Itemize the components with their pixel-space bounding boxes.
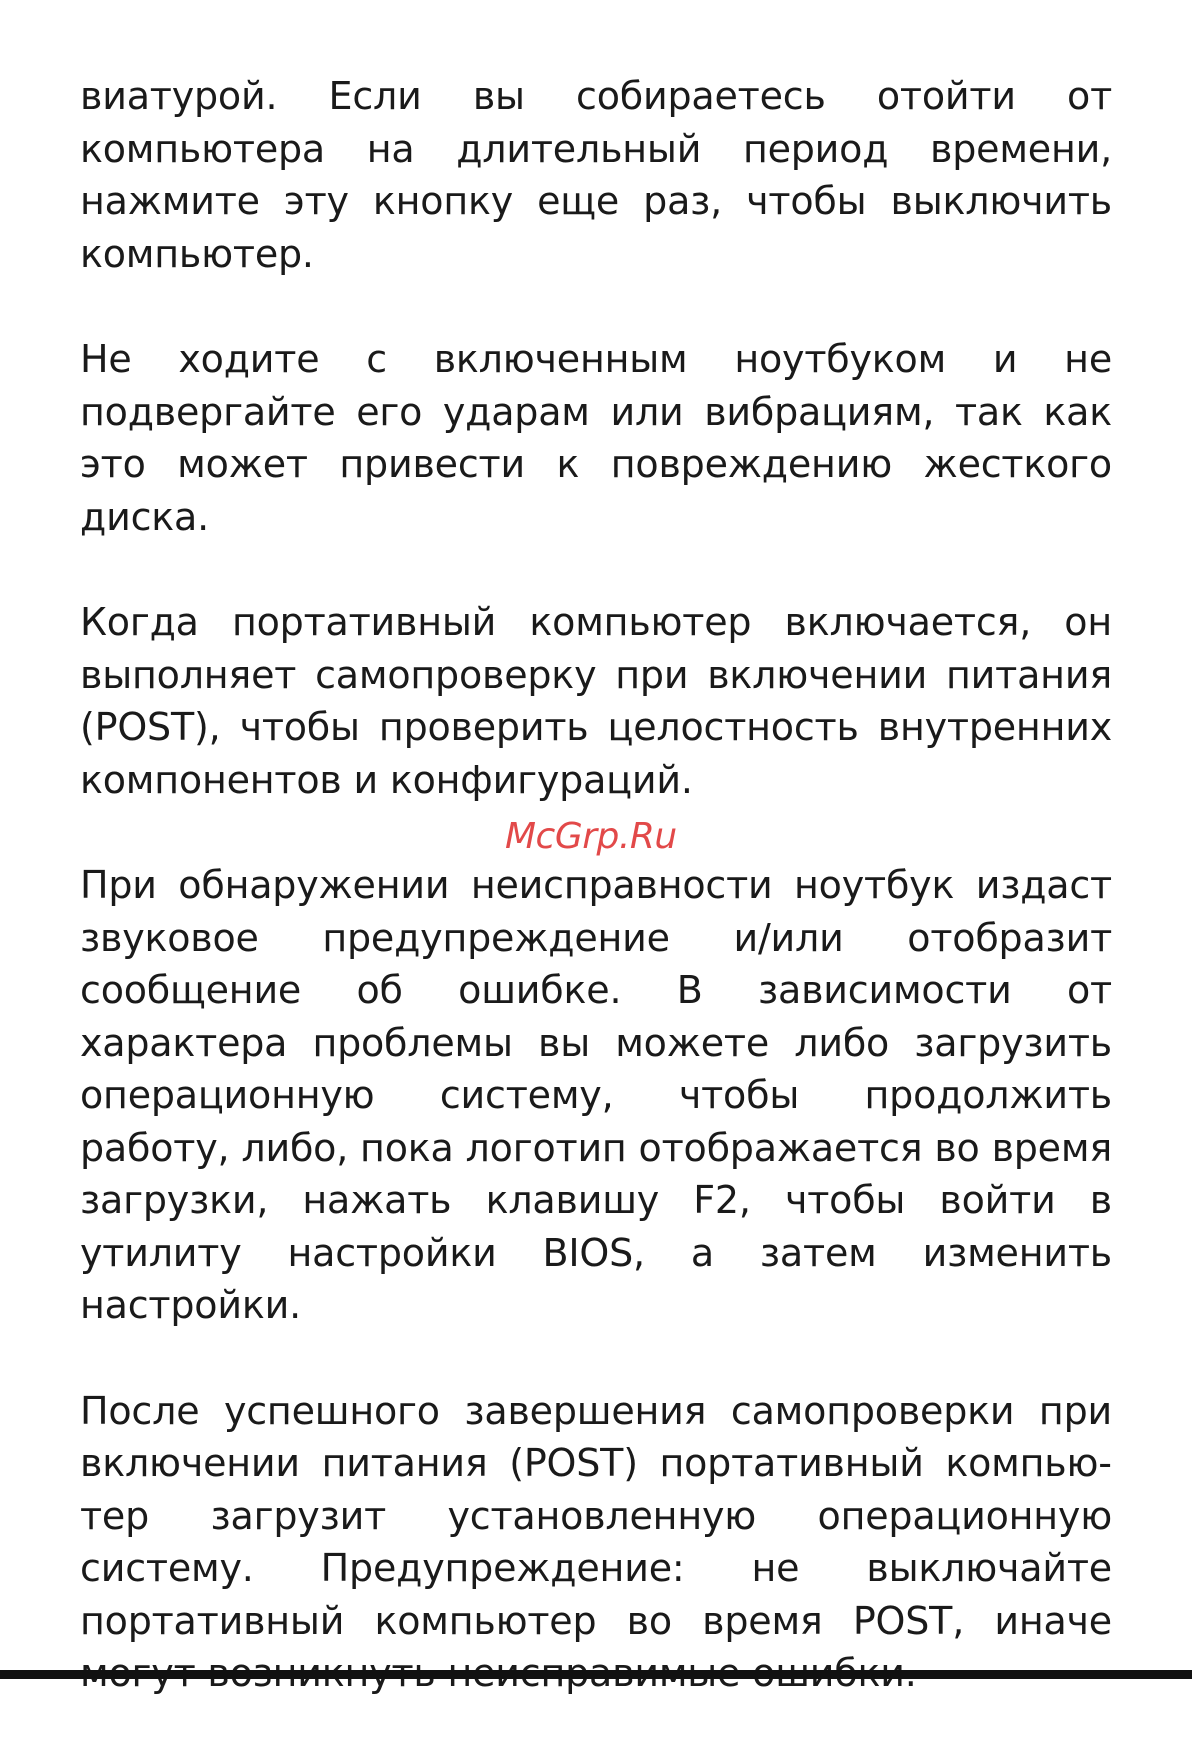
paragraph-2: Не ходите с включенным ноутбуком и не подвергайте его ударам или вибрациям, так как это может привести к повреждению жесткого диска.: [80, 337, 1112, 539]
document-body: [80, 70, 1112, 1753]
paragraph-3: Когда портативный компьютер включается, он выполняет самопроверку при включении питания (POST), чтобы проверить целостность внутренних компонентов и конфигураций.: [80, 600, 1112, 802]
paragraph-1: виатурой. Если вы собираетесь отойти от компьютера на длительный период времени, нажмите эту кнопку еще раз, чтобы выключить компьютер.: [80, 74, 1112, 276]
watermark: McGrp.Ru: [505, 816, 677, 857]
paragraph-5: После успешного завершения самопроверки при включении питания (POST) портативный компьютер загрузит установленную операционную систему. Предупреждение: не выключайте портативный компьютер во время POST, иначе: [80, 1388, 1112, 1643]
bottom-border: [0, 1670, 1192, 1679]
paragraph-4: При обнаружении неисправности ноутбук издаст звуковое предупреждение и/или отобразит сообщение об ошибке. В зависимости от характера проблемы вы можете либо загрузить операционную систему, чтобы продолжить работу, либо, пока логотип отображается во время загрузки, нажать клавишу F2, чтобы войти в утилиту настройки BIOS, а затем изменить настройки.: [80, 863, 1112, 1327]
